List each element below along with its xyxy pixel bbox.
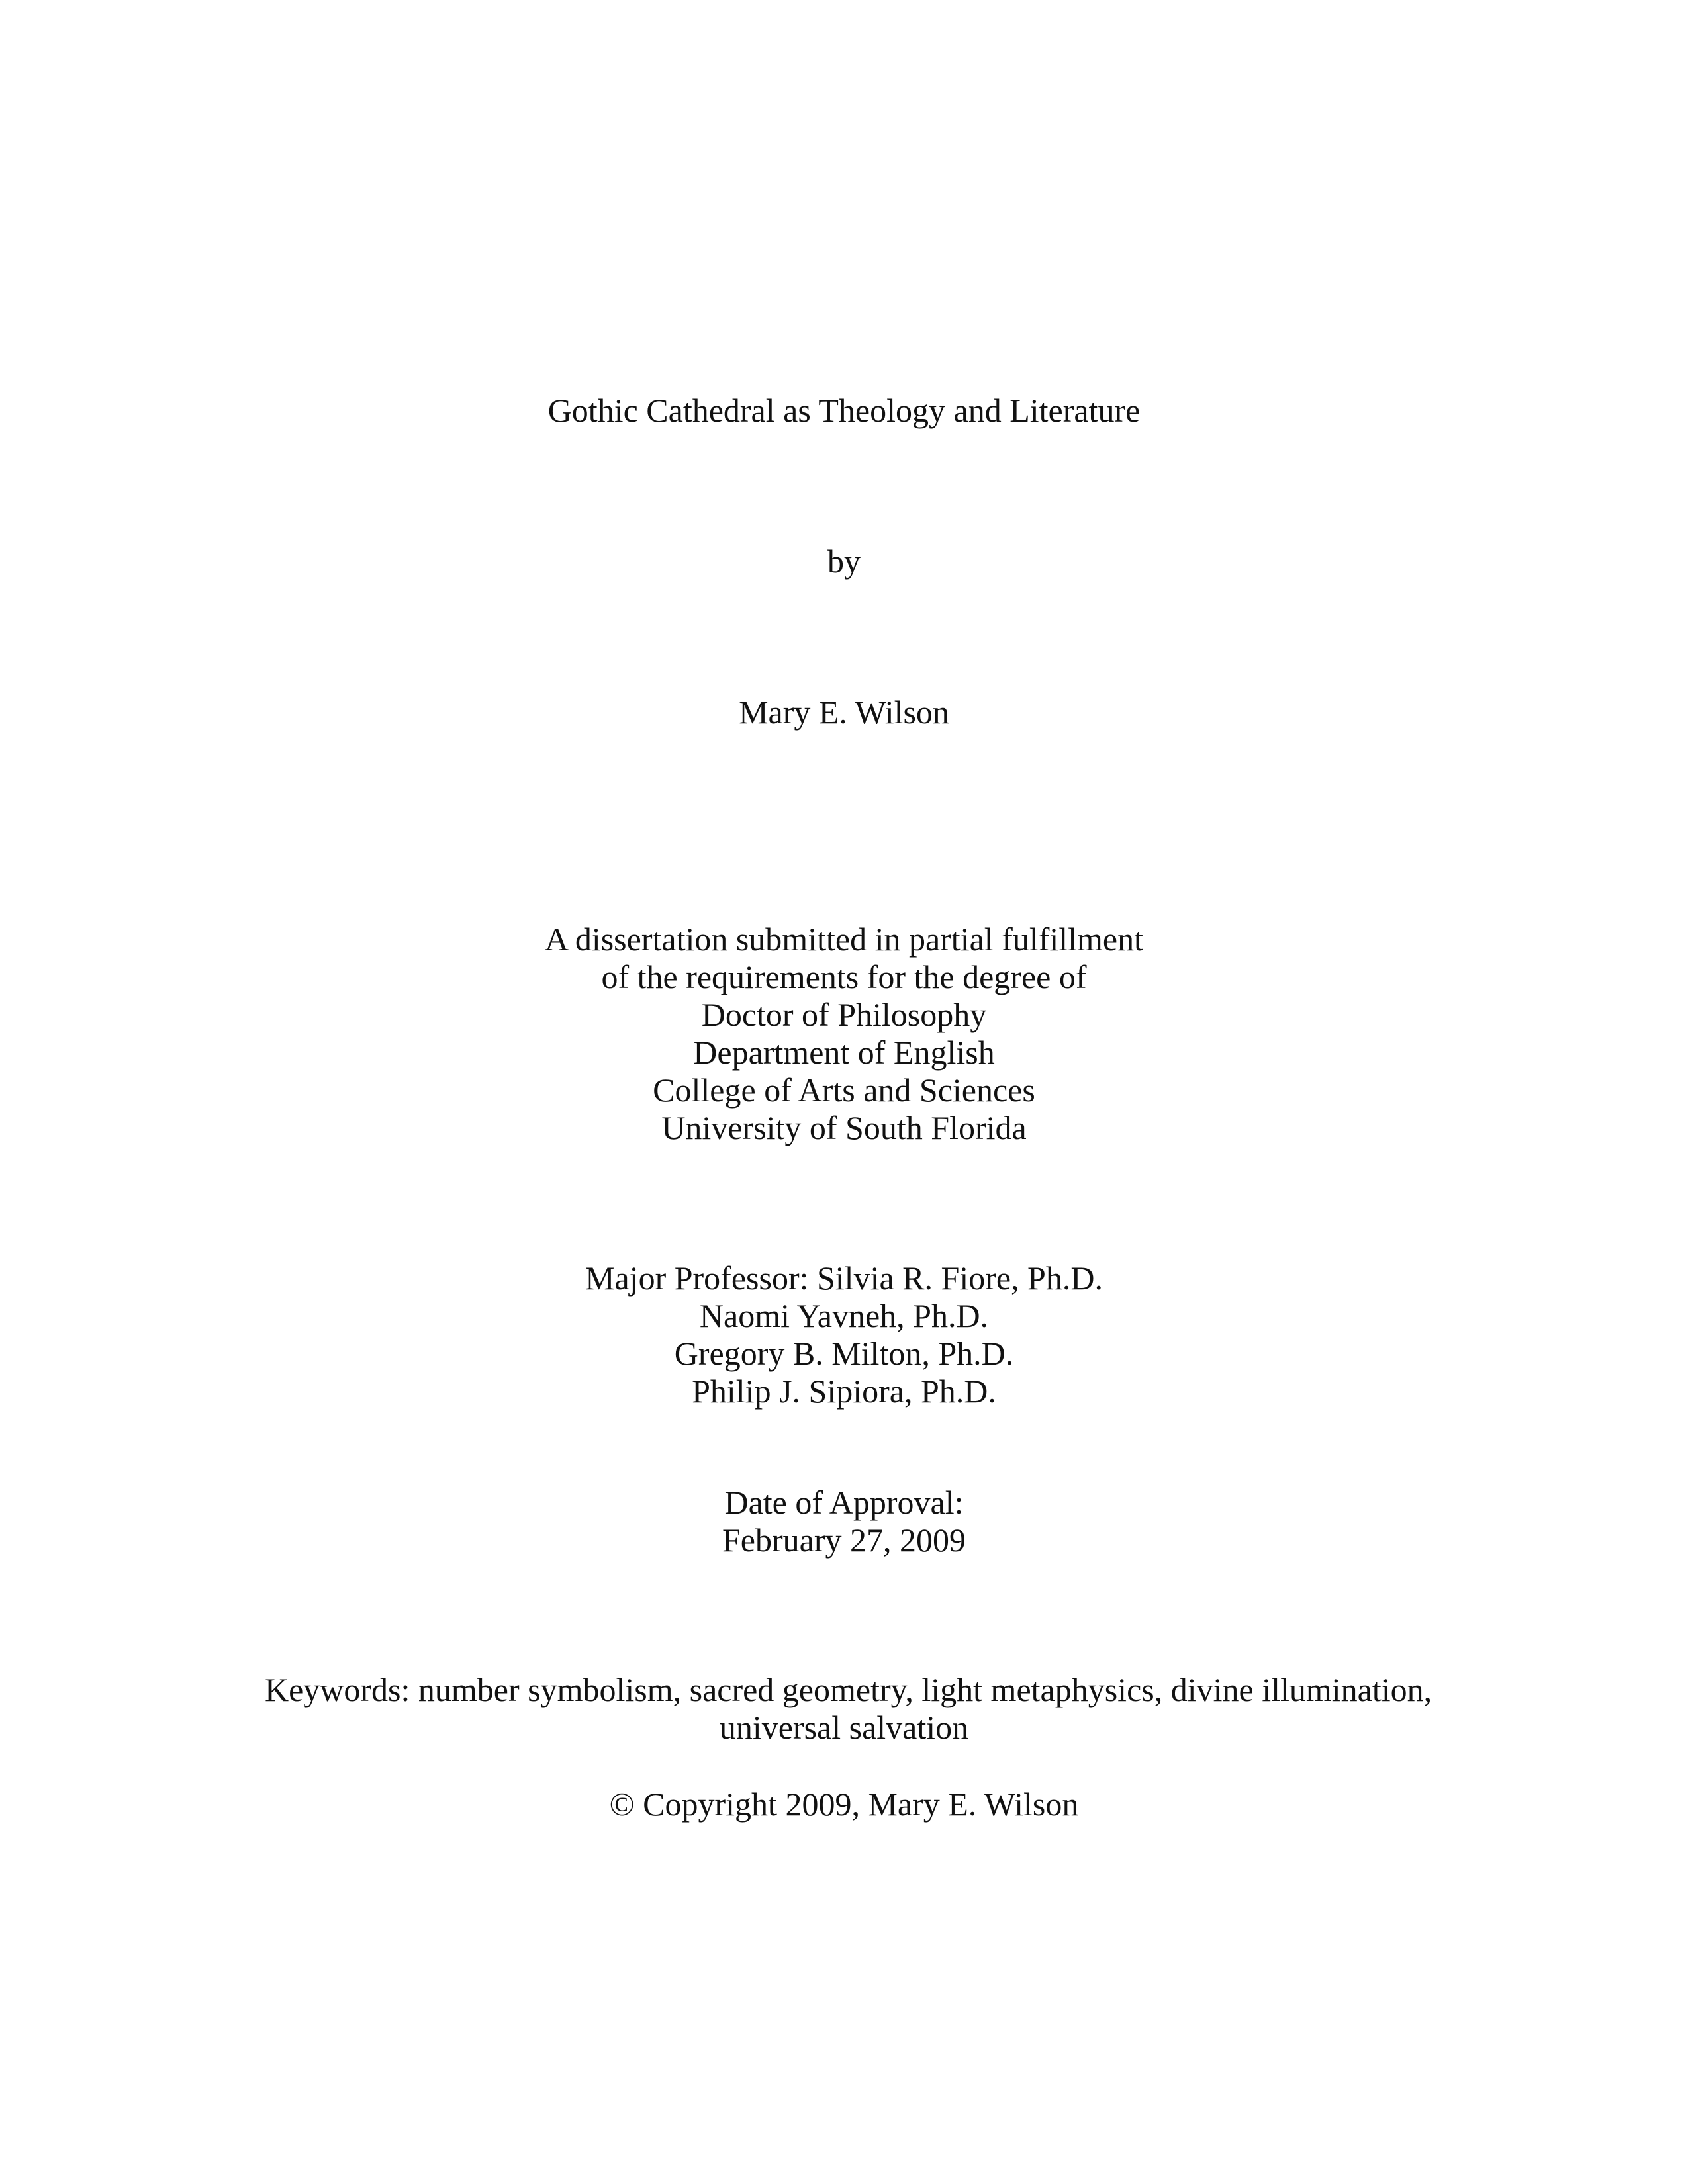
degree-line: Doctor of Philosophy (701, 996, 987, 1033)
major-professor: Major Professor: Silvia R. Fiore, Ph.D. (585, 1259, 1103, 1297)
committee-member: Gregory B. Milton, Ph.D. (674, 1335, 1014, 1372)
submission-statement (0, 921, 1688, 1147)
author-name (0, 692, 1688, 732)
approval-label: Date of Approval: (724, 1484, 964, 1521)
copyright-text: © Copyright 2009, Mary E. Wilson (609, 1786, 1079, 1823)
title-text: Gothic Cathedral as Theology and Literature (547, 392, 1141, 429)
university-line: University of South Florida (661, 1109, 1027, 1146)
copyright-notice (0, 1784, 1688, 1824)
committee-member: Naomi Yavneh, Ph.D. (699, 1297, 989, 1334)
submission-line: of the requirements for the degree of (601, 958, 1087, 995)
keywords-line: universal salvation (719, 1709, 969, 1746)
college-line: College of Arts and Sciences (653, 1071, 1035, 1109)
dissertation-title (0, 390, 1688, 430)
by-line (0, 541, 1688, 581)
approval-value: February 27, 2009 (722, 1522, 966, 1559)
author-text: Mary E. Wilson (739, 694, 949, 731)
keywords-line: Keywords: number symbolism, sacred geometry, light metaphysics, divine illumination, (265, 1671, 1432, 1708)
by-text: by (827, 543, 861, 580)
approval-date (0, 1484, 1688, 1559)
committee-member: Philip J. Sipiora, Ph.D. (692, 1373, 996, 1410)
department-line: Department of English (693, 1034, 995, 1071)
committee-list (0, 1259, 1688, 1410)
keywords (265, 1671, 1432, 1747)
submission-line: A dissertation submitted in partial fulfillment (544, 921, 1144, 958)
